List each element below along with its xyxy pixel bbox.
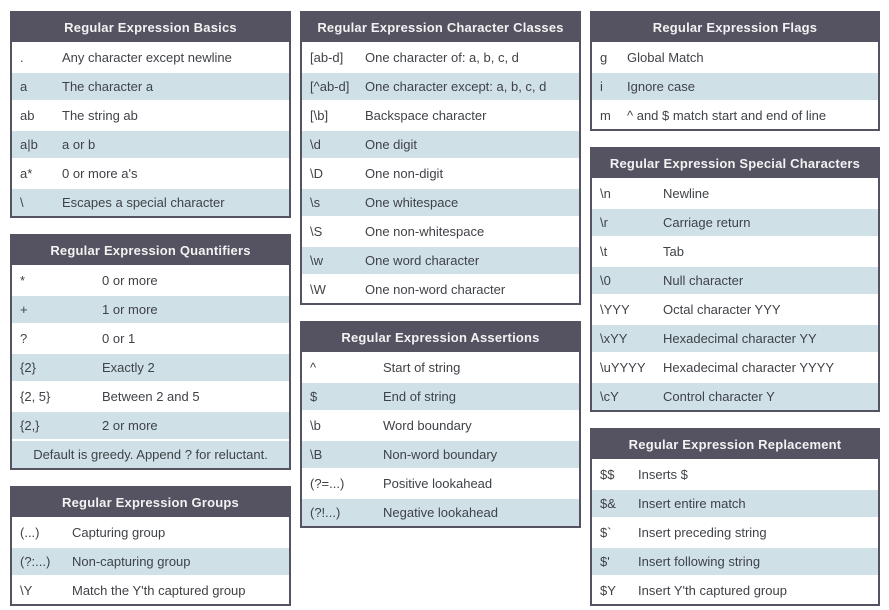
description-cell: Insert preceding string xyxy=(638,525,767,540)
pattern-cell: \D xyxy=(310,166,323,181)
basics-table xyxy=(10,11,291,218)
right-column xyxy=(590,11,880,610)
character-classes-table-body xyxy=(302,42,579,303)
description-cell: End of string xyxy=(383,389,456,404)
description-cell: Inserts $ xyxy=(638,467,688,482)
table-row xyxy=(592,294,878,323)
basics-table-title: Regular Expression Basics xyxy=(12,13,289,42)
description-cell: Insert Y'th captured group xyxy=(638,583,787,598)
table-row xyxy=(302,497,579,526)
assertions-table xyxy=(300,321,581,528)
flags-table-title: Regular Expression Flags xyxy=(592,13,878,42)
quantifiers-table xyxy=(10,234,291,470)
table-row xyxy=(12,265,289,294)
pattern-cell: \ xyxy=(20,195,24,210)
table-row xyxy=(592,42,878,71)
table-row xyxy=(592,575,878,604)
character-classes-table xyxy=(300,11,581,305)
description-cell: ^ and $ match start and end of line xyxy=(627,108,827,123)
pattern-cell: \w xyxy=(310,253,323,268)
table-row xyxy=(302,71,579,100)
description-cell: One whitespace xyxy=(365,195,459,210)
special-characters-table xyxy=(590,147,880,412)
description-cell: One word character xyxy=(365,253,480,268)
table-row xyxy=(302,468,579,497)
pattern-cell: i xyxy=(600,79,603,94)
table-row xyxy=(592,265,878,294)
pattern-cell: a xyxy=(20,79,28,94)
table-row xyxy=(592,178,878,207)
character-classes-table-title: Regular Expression Character Classes xyxy=(302,13,579,42)
pattern-cell: $$ xyxy=(600,467,615,482)
description-cell: Octal character YYY xyxy=(663,302,781,317)
table-row xyxy=(302,100,579,129)
middle-column xyxy=(300,11,581,610)
special-characters-table-title: Regular Expression Special Characters xyxy=(592,149,878,178)
left-column xyxy=(10,11,291,610)
description-cell: Escapes a special character xyxy=(62,195,225,210)
pattern-cell: \cY xyxy=(600,389,619,404)
table-row xyxy=(592,381,878,410)
table-row xyxy=(592,488,878,517)
description-cell: Any character except newline xyxy=(62,50,232,65)
pattern-cell: \B xyxy=(310,447,323,462)
table-row xyxy=(302,187,579,216)
pattern-cell: $ xyxy=(310,389,318,404)
pattern-cell: $' xyxy=(600,554,610,569)
table-row xyxy=(12,575,289,604)
description-cell: The character a xyxy=(62,79,154,94)
pattern-cell: (?!...) xyxy=(310,505,341,520)
table-row xyxy=(592,459,878,488)
table-row xyxy=(302,158,579,187)
table-row xyxy=(12,410,289,439)
pattern-cell: + xyxy=(20,302,28,317)
table-row xyxy=(302,439,579,468)
table-row xyxy=(12,71,289,100)
pattern-cell: [ab-d] xyxy=(310,50,344,65)
pattern-cell: a|b xyxy=(20,137,38,152)
description-cell: Between 2 and 5 xyxy=(102,389,200,404)
pattern-cell: (?=...) xyxy=(310,476,345,491)
assertions-table-title: Regular Expression Assertions xyxy=(302,323,579,352)
description-cell: One non-word character xyxy=(365,282,506,297)
description-cell: Carriage return xyxy=(663,215,751,230)
pattern-cell: \r xyxy=(600,215,608,230)
groups-table xyxy=(10,486,291,606)
description-cell: a or b xyxy=(62,137,96,152)
replacement-table-body xyxy=(592,459,878,604)
pattern-cell: * xyxy=(20,273,26,288)
pattern-cell: \n xyxy=(600,186,611,201)
table-row xyxy=(302,216,579,245)
table-row xyxy=(302,245,579,274)
pattern-cell: $` xyxy=(600,525,612,540)
table-row xyxy=(12,352,289,381)
pattern-cell: \YYY xyxy=(600,302,630,317)
description-cell: One non-digit xyxy=(365,166,444,181)
table-row xyxy=(12,323,289,352)
table-row xyxy=(592,323,878,352)
description-cell: 0 or 1 xyxy=(102,331,136,346)
pattern-cell: ab xyxy=(20,108,35,123)
description-cell: Ignore case xyxy=(627,79,695,94)
pattern-cell: \Y xyxy=(20,583,33,598)
table-row xyxy=(302,42,579,71)
description-cell: Non-capturing group xyxy=(72,554,191,569)
pattern-cell: \t xyxy=(600,244,608,259)
description-cell: One non-whitespace xyxy=(365,224,485,239)
description-cell: Control character Y xyxy=(663,389,775,404)
description-cell: Hexadecimal character YYYY xyxy=(663,360,835,375)
description-cell: 0 or more xyxy=(102,273,158,288)
description-cell: One character of: a, b, c, d xyxy=(365,50,519,65)
table-row xyxy=(302,410,579,439)
table-row xyxy=(12,294,289,323)
table-row xyxy=(592,517,878,546)
description-cell: Global Match xyxy=(627,50,704,65)
pattern-cell: ? xyxy=(20,331,28,346)
table-row xyxy=(592,236,878,265)
pattern-cell: (...) xyxy=(20,525,40,540)
pattern-cell: \d xyxy=(310,137,321,152)
table-row xyxy=(12,42,289,71)
pattern-cell: g xyxy=(600,50,608,65)
table-row xyxy=(12,129,289,158)
description-cell: Match the Y'th captured group xyxy=(72,583,246,598)
pattern-cell: \s xyxy=(310,195,321,210)
table-row xyxy=(12,381,289,410)
pattern-cell: \S xyxy=(310,224,323,239)
pattern-cell: [^ab-d] xyxy=(310,79,350,94)
description-cell: Capturing group xyxy=(72,525,166,540)
pattern-cell: \xYY xyxy=(600,331,628,346)
table-row xyxy=(302,352,579,381)
description-cell: Hexadecimal character YY xyxy=(663,331,817,346)
description-cell: Negative lookahead xyxy=(383,505,498,520)
basics-table-body xyxy=(12,42,289,216)
description-cell: 0 or more a's xyxy=(62,166,138,181)
description-cell: Word boundary xyxy=(383,418,472,433)
pattern-cell: \W xyxy=(310,282,326,297)
description-cell: Tab xyxy=(663,244,684,259)
quantifiers-footer-note: Default is greedy. Append ? for reluctant. xyxy=(12,439,289,468)
pattern-cell: ^ xyxy=(310,360,317,375)
description-cell: The string ab xyxy=(62,108,138,123)
pattern-cell: \0 xyxy=(600,273,611,288)
description-cell: 2 or more xyxy=(102,418,158,433)
special-characters-table-body xyxy=(592,178,878,410)
description-cell: One character except: a, b, c, d xyxy=(365,79,547,94)
description-cell: Start of string xyxy=(383,360,461,375)
description-cell: One digit xyxy=(365,137,418,152)
description-cell: Insert following string xyxy=(638,554,761,569)
table-row xyxy=(12,546,289,575)
flags-table-body xyxy=(592,42,878,129)
table-row xyxy=(592,546,878,575)
table-row xyxy=(302,129,579,158)
pattern-cell: . xyxy=(20,50,24,65)
groups-table-body xyxy=(12,517,289,604)
pattern-cell: {2,} xyxy=(20,418,40,433)
pattern-cell: [\b] xyxy=(310,108,329,123)
description-cell: Null character xyxy=(663,273,744,288)
replacement-table xyxy=(590,428,880,606)
pattern-cell: {2, 5} xyxy=(20,389,51,404)
pattern-cell: (?:...) xyxy=(20,554,51,569)
table-row xyxy=(302,274,579,303)
pattern-cell: $Y xyxy=(600,583,616,598)
table-row xyxy=(302,381,579,410)
quantifiers-table-body xyxy=(12,265,289,439)
table-row xyxy=(12,187,289,216)
pattern-cell: $& xyxy=(600,496,616,511)
flags-table xyxy=(590,11,880,131)
description-cell: Exactly 2 xyxy=(102,360,155,375)
pattern-cell: {2} xyxy=(20,360,36,375)
pattern-cell: a* xyxy=(20,166,33,181)
table-row xyxy=(592,100,878,129)
groups-table-title: Regular Expression Groups xyxy=(12,488,289,517)
description-cell: Non-word boundary xyxy=(383,447,498,462)
assertions-table-body xyxy=(302,352,579,526)
description-cell: Positive lookahead xyxy=(383,476,493,491)
description-cell: Insert entire match xyxy=(638,496,746,511)
table-row xyxy=(592,207,878,236)
table-row xyxy=(592,71,878,100)
table-row xyxy=(12,517,289,546)
pattern-cell: \uYYYY xyxy=(600,360,646,375)
replacement-table-title: Regular Expression Replacement xyxy=(592,430,878,459)
table-row xyxy=(12,158,289,187)
description-cell: Backspace character xyxy=(365,108,487,123)
description-cell: Newline xyxy=(663,186,710,201)
pattern-cell: m xyxy=(600,108,611,123)
table-row xyxy=(12,100,289,129)
quantifiers-table-title: Regular Expression Quantifiers xyxy=(12,236,289,265)
table-row xyxy=(592,352,878,381)
pattern-cell: \b xyxy=(310,418,321,433)
description-cell: 1 or more xyxy=(102,302,158,317)
